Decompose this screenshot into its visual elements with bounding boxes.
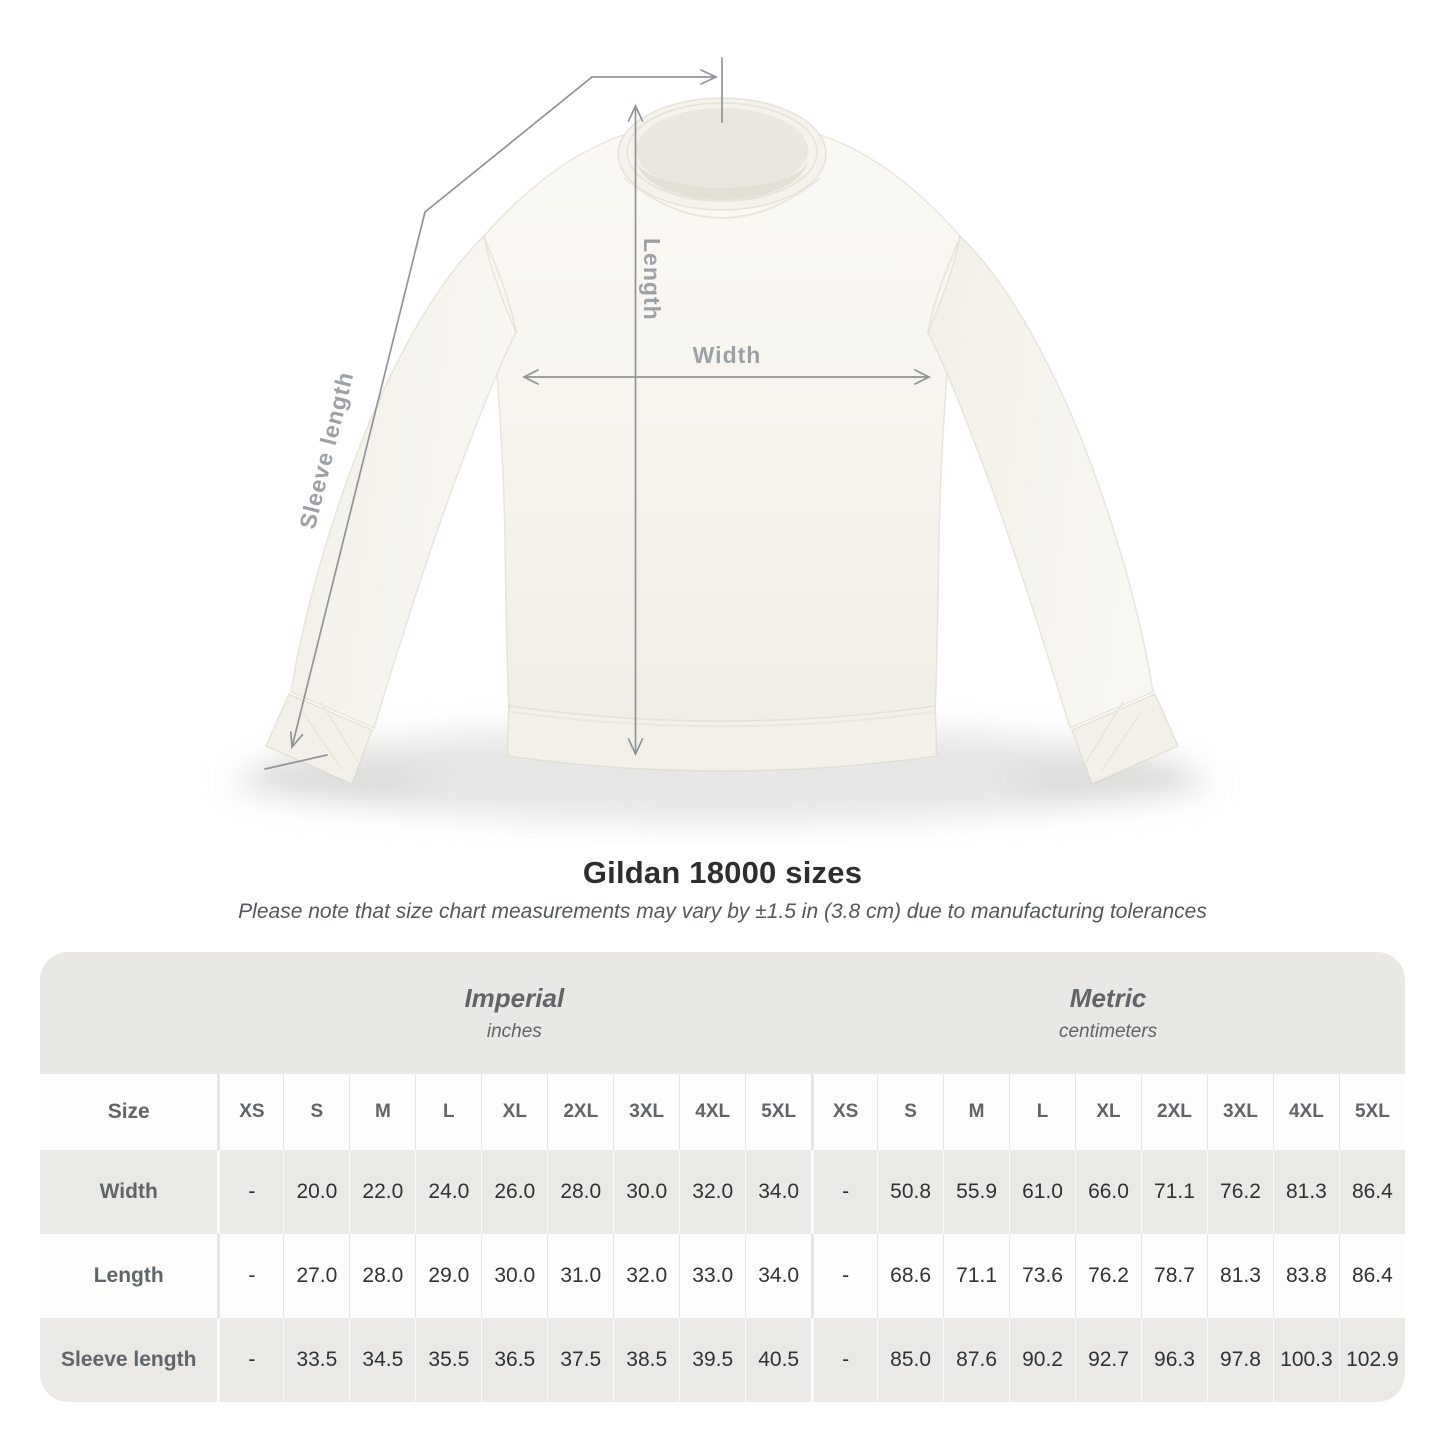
imperial-unit-header [217, 952, 811, 1074]
metric-label: Metric [1069, 983, 1147, 1013]
size-header-cell: 2XL [547, 1074, 613, 1150]
measurement-value-cell: 102.9 [1339, 1318, 1405, 1402]
measurement-value-cell: 32.0 [679, 1150, 745, 1234]
size-header-cell: S [283, 1074, 349, 1150]
metric-unit-header [811, 952, 1405, 1074]
measurement-value-cell: 26.0 [481, 1150, 547, 1234]
measurement-value-cell: - [217, 1150, 283, 1234]
measurement-value-cell: 37.5 [547, 1318, 613, 1402]
size-header-cell: 4XL [1273, 1074, 1339, 1150]
metric-unit-label: centimeters [1058, 1021, 1158, 1042]
measurement-value-cell: 87.6 [943, 1318, 1009, 1402]
unit-band [40, 952, 1405, 1074]
measurement-value-cell: 33.0 [679, 1234, 745, 1318]
size-header-cell: 5XL [1339, 1074, 1405, 1150]
page-title: Gildan 18000 sizes [582, 855, 863, 890]
measurement-value-cell: 34.0 [745, 1150, 811, 1234]
measurement-value-cell: 73.6 [1009, 1234, 1075, 1318]
measurement-value-cell: 85.0 [877, 1318, 943, 1402]
row-label-cell: Sleeve length [61, 1348, 197, 1371]
row-label-cell: Width [99, 1180, 158, 1203]
measurement-value-cell: 55.9 [943, 1150, 1009, 1234]
size-header-cell: 3XL [1207, 1074, 1273, 1150]
measurement-value-cell: - [217, 1318, 283, 1402]
measurement-value-cell: 33.5 [283, 1318, 349, 1402]
measurement-value-cell: 71.1 [1141, 1150, 1207, 1234]
size-header-cell: XL [1075, 1074, 1141, 1150]
measurement-value-cell: 32.0 [613, 1234, 679, 1318]
length-label: Length [639, 238, 665, 321]
measurement-value-cell: 36.5 [481, 1318, 547, 1402]
size-header-cell: XS [811, 1074, 877, 1150]
measurement-value-cell: 66.0 [1075, 1150, 1141, 1234]
size-header-cell: XS [217, 1074, 283, 1150]
measurement-value-cell: 96.3 [1141, 1318, 1207, 1402]
measurement-value-cell: 81.3 [1207, 1234, 1273, 1318]
measurement-value-cell: 40.5 [745, 1318, 811, 1402]
size-header-cell: 4XL [679, 1074, 745, 1150]
width-label: Width [692, 342, 762, 368]
size-table [40, 952, 1405, 1402]
measurement-value-cell: - [811, 1234, 877, 1318]
measurement-value-cell: 100.3 [1273, 1318, 1339, 1402]
measurement-value-cell: 97.8 [1207, 1318, 1273, 1402]
measurement-row [40, 1150, 1405, 1234]
measurement-value-cell: 28.0 [547, 1150, 613, 1234]
right-sleeve [928, 236, 1153, 728]
measurement-value-cell: - [811, 1318, 877, 1402]
imperial-unit-label: inches [486, 1021, 542, 1042]
measurement-value-cell: 30.0 [481, 1234, 547, 1318]
size-header-cell: L [415, 1074, 481, 1150]
size-header-row [40, 1074, 1405, 1150]
size-header-cell: 2XL [1141, 1074, 1207, 1150]
size-header-cell: XL [481, 1074, 547, 1150]
measurement-value-cell: 71.1 [943, 1234, 1009, 1318]
measurement-value-cell: 34.5 [349, 1318, 415, 1402]
imperial-label: Imperial [464, 983, 565, 1013]
measurement-value-cell: 76.2 [1207, 1150, 1273, 1234]
measurement-value-cell: 81.3 [1273, 1150, 1339, 1234]
measurement-value-cell: 22.0 [349, 1150, 415, 1234]
measurement-value-cell: 24.0 [415, 1150, 481, 1234]
sweatshirt-graphic [266, 98, 1178, 784]
size-header-cell: M [943, 1074, 1009, 1150]
size-header-cell: 5XL [745, 1074, 811, 1150]
measurement-value-cell: 31.0 [547, 1234, 613, 1318]
measurement-value-cell: 68.6 [877, 1234, 943, 1318]
measurement-value-cell: 78.7 [1141, 1234, 1207, 1318]
sleeve-length-label: Sleeve length [294, 368, 359, 532]
measurement-value-cell: 28.0 [349, 1234, 415, 1318]
sweatshirt-body [484, 120, 960, 728]
measurement-value-cell: - [217, 1234, 283, 1318]
measurement-value-cell: 83.8 [1273, 1234, 1339, 1318]
measurement-value-cell: 50.8 [877, 1150, 943, 1234]
size-header-cell: L [1009, 1074, 1075, 1150]
measurement-value-cell: 90.2 [1009, 1318, 1075, 1402]
measurement-value-cell: 86.4 [1339, 1150, 1405, 1234]
measurement-row [40, 1234, 1405, 1318]
size-header-cell: M [349, 1074, 415, 1150]
measurement-row [40, 1318, 1405, 1402]
size-header-cell: S [877, 1074, 943, 1150]
measurement-value-cell: 38.5 [613, 1318, 679, 1402]
measurement-value-cell: 76.2 [1075, 1234, 1141, 1318]
size-header-cell: 3XL [613, 1074, 679, 1150]
unit-band-spacer [40, 952, 217, 1074]
measurement-value-cell: 86.4 [1339, 1234, 1405, 1318]
measurement-value-cell: 29.0 [415, 1234, 481, 1318]
measurement-value-cell: 30.0 [613, 1150, 679, 1234]
measurement-value-cell: 35.5 [415, 1318, 481, 1402]
measurement-value-cell: 34.0 [745, 1234, 811, 1318]
measurement-value-cell: 20.0 [283, 1150, 349, 1234]
row-label-cell: Length [93, 1264, 164, 1287]
measurement-rows [40, 1150, 1405, 1402]
measurement-value-cell: 39.5 [679, 1318, 745, 1402]
measurement-value-cell: - [811, 1150, 877, 1234]
measurement-value-cell: 61.0 [1009, 1150, 1075, 1234]
measurement-value-cell: 92.7 [1075, 1318, 1141, 1402]
size-column-header: Size [107, 1100, 150, 1123]
tolerance-note: Please note that size chart measurements may vary by ±1.5 in (3.8 cm) due to manufacturing tolerances [238, 900, 1207, 923]
measurement-value-cell: 27.0 [283, 1234, 349, 1318]
